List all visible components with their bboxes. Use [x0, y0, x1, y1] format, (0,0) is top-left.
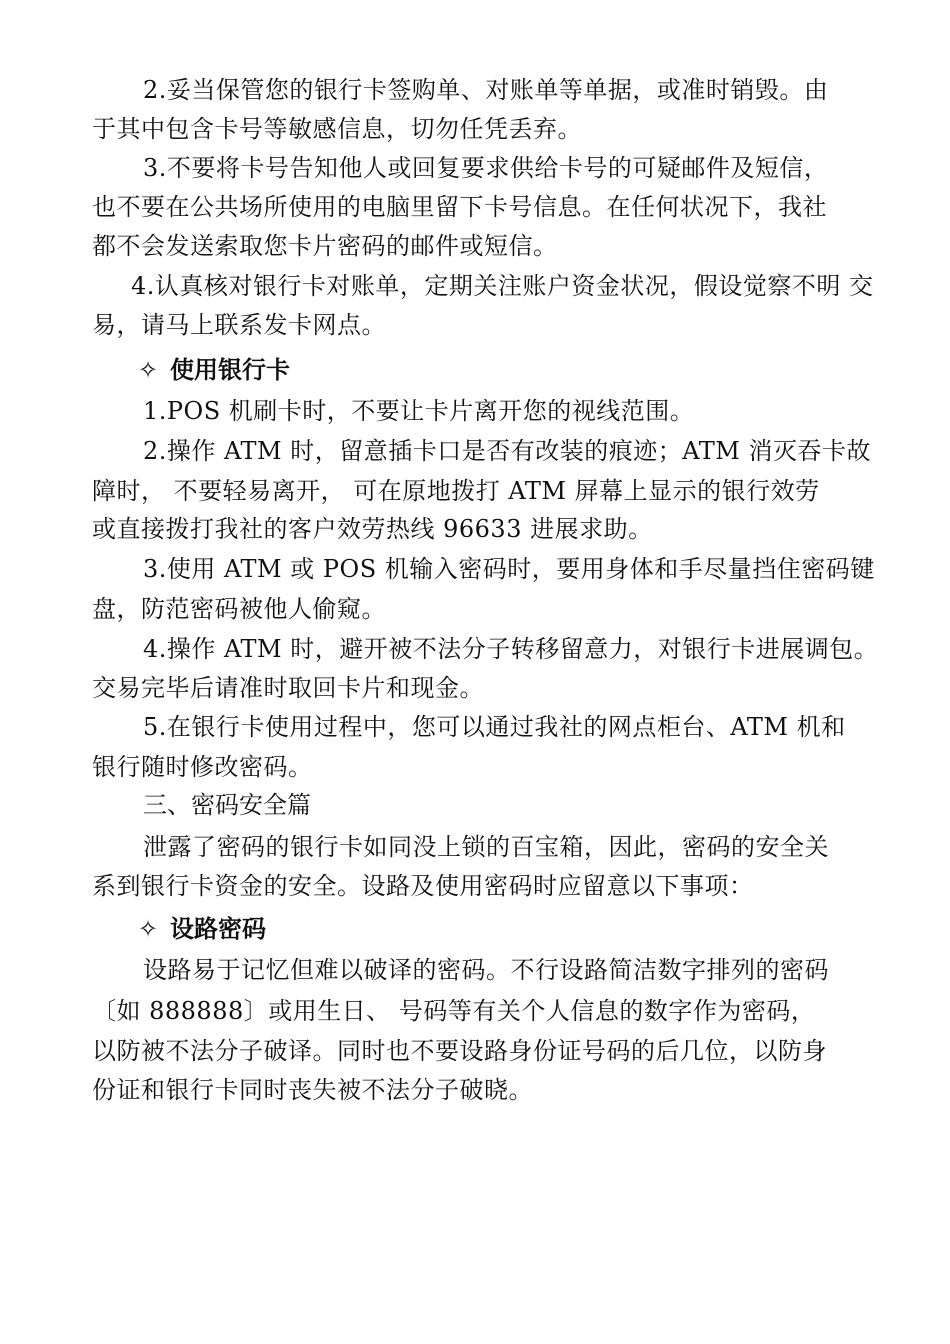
text-line: 5.在银行卡使用过程中，您可以通过我社的网点柜台、ATM 机和	[143, 713, 846, 741]
text-line: 交易完毕后请准时取回卡片和现金。	[92, 674, 484, 702]
section-heading-password: 三、密码安全篇	[143, 791, 311, 819]
text-line: 易，请马上联系发卡网点。	[92, 311, 386, 339]
text-line: 障时， 不要轻易离开， 可在原地拨打 ATM 屏幕上显示的银行效劳	[92, 477, 820, 505]
text-line: 泄露了密码的银行卡如同没上锁的百宝箱，因此，密码的安全关	[143, 833, 829, 861]
text-line: 设路易于记忆但难以破译的密码。不行设路简洁数字排列的密码	[143, 956, 829, 984]
text-line: 都不会发送索取您卡片密码的邮件或短信。	[92, 232, 558, 260]
text-line: 于其中包含卡号等敏感信息，切勿任凭丢弃。	[92, 115, 582, 143]
text-line: 以防被不法分子破译。同时也不要设路身份证号码的后几位，以防身	[92, 1037, 827, 1065]
text-line: 银行随时修改密码。	[92, 753, 313, 781]
section-heading-use-card	[138, 355, 290, 385]
text-line: 3.使用 ATM 或 POS 机输入密码时，要用身体和手尽量挡住密码键	[143, 555, 875, 583]
text-line: 4.操作 ATM 时，避开被不法分子转移留意力，对银行卡进展调包。	[143, 635, 879, 663]
text-line: 盘，防范密码被他人偷窥。	[92, 595, 386, 623]
section-heading-set-password	[138, 914, 266, 944]
text-line: 也不要在公共场所使用的电脑里留下卡号信息。在任何状况下，我社	[92, 193, 827, 221]
text-line: 份证和银行卡同时丧失被不法分子破晓。	[92, 1076, 533, 1104]
heading-text: 使用银行卡	[170, 356, 290, 384]
text-line: 2.操作 ATM 时，留意插卡口是否有改装的痕迹；ATM 消灭吞卡故	[143, 437, 871, 465]
text-line: 〔如 888888〕或用生日、 号码等有关个人信息的数字作为密码，	[92, 997, 816, 1025]
text-line: 3.不要将卡号告知他人或回复要求供给卡号的可疑邮件及短信，	[143, 154, 829, 182]
diamond-bullet-icon: ✧	[138, 915, 159, 943]
text-line: 或直接拨打我社的客户效劳热线 96633 进展求助。	[92, 515, 653, 543]
text-line: 2.妥当保管您的银行卡签购单、对账单等单据，或准时销毁。由	[143, 76, 829, 104]
text-line: 系到银行卡资金的安全。设路及使用密码时应留意以下事项：	[92, 872, 754, 900]
heading-text: 设路密码	[170, 915, 266, 943]
diamond-bullet-icon: ✧	[138, 356, 159, 384]
text-line: 1.POS 机刷卡时，不要让卡片离开您的视线范围。	[143, 397, 695, 425]
text-line: 4.认真核对银行卡对账单，定期关注账户资金状况，假设觉察不明 交	[131, 272, 874, 300]
